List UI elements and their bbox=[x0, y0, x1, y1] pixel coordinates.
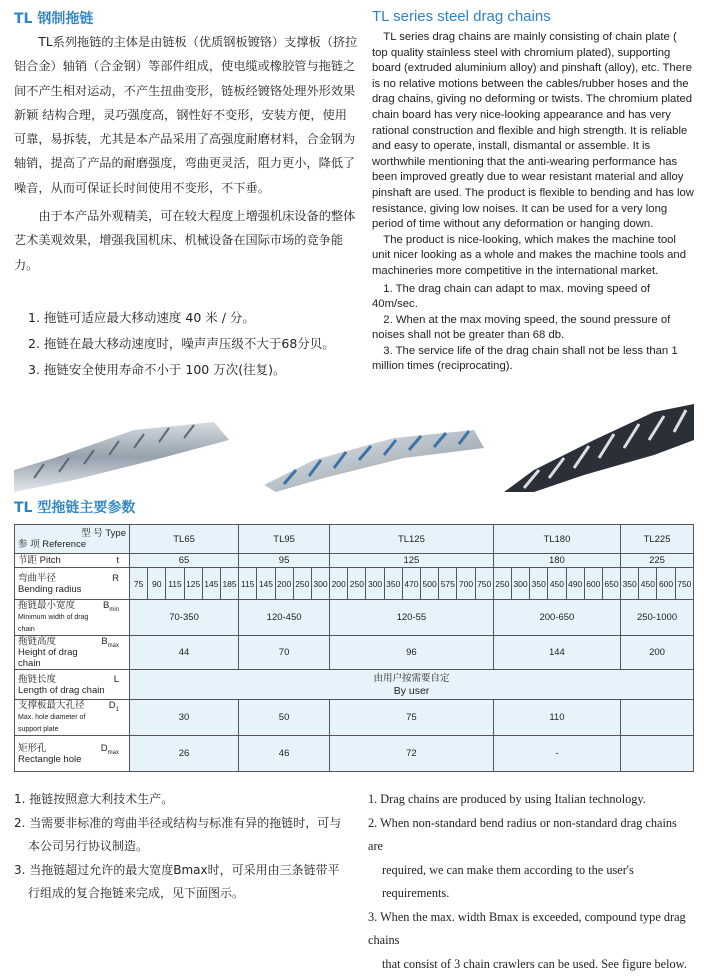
label-subscript: max bbox=[108, 643, 119, 649]
radius-cell: 185 bbox=[220, 568, 238, 600]
note-line: 本公司另行协议制造。 bbox=[14, 835, 359, 859]
table-row bbox=[15, 568, 694, 600]
en-paragraph: The product is nice-looking, which makes the machine tool unit nicer looking as a whole and makes the machine tools and machineries more competitive in the international market. bbox=[372, 233, 694, 280]
cn-paragraph: TL系列拖链的主体是由链板（优质钢板镀铬）支撑板（挤拉铝合金）轴销（合金钢）等部件组成，使电缆或橡胶管与拖链之间不产生相对运动，不产生扭曲变形，链板经镀铬处理外形效果新颖 结构合理，灵巧强度高，钢性好不变形，安装方便，使用可靠，易拆装，尤其是本产品采用了高强度耐磨材料，合金钢为轴销，提高了产品的耐磨强度，弯曲更灵活，阻力更小，降低了噪音，从而可保证长时间使用不变形，不下垂。 bbox=[14, 30, 359, 200]
label-symbol: B bbox=[103, 600, 109, 611]
cn-feature-item: 3. 拖链安全使用寿命不小于 100 万次(往复)。 bbox=[28, 357, 368, 383]
table-cell: 70-350 bbox=[130, 600, 239, 636]
row-label bbox=[15, 636, 130, 670]
cn-feature-list bbox=[28, 305, 368, 383]
length-value-en: By user bbox=[130, 685, 693, 697]
label-subscript: min bbox=[109, 607, 119, 613]
en-feature-item: 2. When at the max moving speed, the sound pressure of noises shall not be greater than 68 db. bbox=[372, 313, 694, 344]
label-cn: 支撑板最大孔径 bbox=[18, 700, 85, 711]
table-row bbox=[15, 736, 694, 772]
table-cell: 250-1000 bbox=[621, 600, 694, 636]
radius-cell: 115 bbox=[239, 568, 257, 600]
note-line: 1. Drag chains are produced by using Italian technology. bbox=[368, 788, 694, 812]
heading-cn: TL 钢制拖链 bbox=[14, 8, 93, 28]
radius-cell: 600 bbox=[584, 568, 602, 600]
radius-cell: 500 bbox=[421, 568, 439, 600]
table-cell bbox=[130, 670, 694, 700]
note-line: 行组成的复合拖链来完成，见下面图示。 bbox=[14, 882, 359, 906]
label-en: Pitch bbox=[40, 555, 61, 566]
table-cell: 30 bbox=[130, 700, 239, 736]
label-en: Rectangle hole bbox=[18, 754, 81, 765]
label-en: Minimum width of drag chain bbox=[18, 614, 88, 633]
note-line: 3. When the max. width Bmax is exceeded, compound type drag chains bbox=[368, 906, 694, 953]
row-label bbox=[15, 568, 130, 600]
radius-cell: 300 bbox=[366, 568, 384, 600]
label-symbol: D bbox=[109, 700, 116, 711]
radius-cell: 200 bbox=[275, 568, 293, 600]
radius-cell: 250 bbox=[348, 568, 366, 600]
radius-cell: 300 bbox=[511, 568, 529, 600]
table-cell: 96 bbox=[330, 636, 494, 670]
label-en: Length of drag chain bbox=[18, 685, 105, 696]
radius-cell: 75 bbox=[130, 568, 148, 600]
table-row bbox=[15, 554, 694, 568]
label-symbol: L bbox=[114, 674, 129, 685]
radius-cell: 125 bbox=[184, 568, 202, 600]
radius-cell: 300 bbox=[311, 568, 329, 600]
row-label bbox=[15, 600, 130, 636]
table-cell: 144 bbox=[493, 636, 620, 670]
label-en: Height of drag chain bbox=[18, 647, 78, 669]
en-feature-list bbox=[372, 282, 694, 376]
table-cell: 125 bbox=[330, 554, 494, 568]
table-row bbox=[15, 525, 694, 554]
table-cell bbox=[621, 700, 694, 736]
note-line: 1. 拖链按照意大利技术生产。 bbox=[14, 788, 359, 812]
row-label bbox=[15, 554, 130, 568]
note-line: required, we can make them according to the user's requirements. bbox=[368, 859, 694, 906]
note-line: 2. When non-standard bend radius or non-standard drag chains are bbox=[368, 812, 694, 859]
heading-en: TL series steel drag chains bbox=[372, 8, 551, 25]
radius-cell: 450 bbox=[548, 568, 566, 600]
notes-en bbox=[368, 788, 694, 976]
label-symbol: t bbox=[116, 555, 129, 566]
row-label bbox=[15, 700, 130, 736]
radius-cell: 600 bbox=[657, 568, 675, 600]
length-value-cn: 由用户按需要自定 bbox=[130, 673, 693, 685]
en-paragraph: TL series drag chains are mainly consisting of chain plate ( top quality stainless steel with chromium plated), supporting board (extruded aluminium alloy) and pinshaft (alloy), etc. There is no relative motions between the cables/rubber hoses and the drag chains, giving no deforming or twists. The chromium plated chain board has very nice-looking appearance and has very rational construction and flexible and high strength. It is reliable and easy to operate, install, dismantal or assemble. It is worthwhile mentioning that the anti-wearing performance has been improved greatly due to wear resistant material and alloy pinshaft are used. The product is flexible to bending and has low resistance, giving low noises. It can be used for a very long period of time without any deformation or hanging down. bbox=[372, 30, 694, 233]
label-cn: 拖链长度 bbox=[18, 674, 56, 685]
table-cell: 72 bbox=[330, 736, 494, 772]
table-cell: 75 bbox=[330, 700, 494, 736]
radius-cell: 490 bbox=[566, 568, 584, 600]
drag-chain-photo bbox=[14, 400, 694, 492]
cn-feature-item: 2. 拖链在最大移动速度时，噪声声压级不大于68分贝。 bbox=[28, 331, 368, 357]
en-feature-item: 3. The service life of the drag chain shall not be less than 1 million times (reciprocating). bbox=[372, 344, 694, 375]
table-cell: 110 bbox=[493, 700, 620, 736]
label-cn: 拖链最小宽度 bbox=[18, 600, 75, 611]
table-cell: 70 bbox=[239, 636, 330, 670]
table-cell: 46 bbox=[239, 736, 330, 772]
table-cell: 200-650 bbox=[493, 600, 620, 636]
radius-cell: 115 bbox=[166, 568, 184, 600]
row-label bbox=[15, 736, 130, 772]
table-row bbox=[15, 636, 694, 670]
model-cell: TL125 bbox=[330, 525, 494, 554]
cn-feature-item: 1. 拖链可适应最大移动速度 40 米 / 分。 bbox=[28, 305, 368, 331]
note-line: 3. 当拖链超过允许的最大宽度Bmax时，可采用由三条链带平 bbox=[14, 859, 359, 883]
radius-cell: 350 bbox=[621, 568, 639, 600]
notes-cn bbox=[14, 788, 359, 906]
table-cell: 26 bbox=[130, 736, 239, 772]
model-cell: TL95 bbox=[239, 525, 330, 554]
label-subscript: max bbox=[108, 749, 119, 755]
table-cell: 180 bbox=[493, 554, 620, 568]
note-line: 2. 当需要非标准的弯曲半径或结构与标准有异的拖链时，可与 bbox=[14, 812, 359, 836]
corner-reference-label: 参 项 Reference bbox=[18, 539, 129, 550]
table-cell: - bbox=[493, 736, 620, 772]
label-cn: 矩形孔 bbox=[18, 743, 47, 754]
table-cell: 200 bbox=[621, 636, 694, 670]
radius-cell: 575 bbox=[439, 568, 457, 600]
radius-cell: 350 bbox=[530, 568, 548, 600]
en-feature-item: 1. The drag chain can adapt to max. moving speed of 40m/sec. bbox=[372, 282, 694, 313]
radius-cell: 350 bbox=[384, 568, 402, 600]
radius-cell: 145 bbox=[257, 568, 275, 600]
radius-cell: 750 bbox=[675, 568, 693, 600]
radius-cell: 450 bbox=[639, 568, 657, 600]
radius-cell: 200 bbox=[330, 568, 348, 600]
table-row bbox=[15, 600, 694, 636]
model-cell: TL180 bbox=[493, 525, 620, 554]
table-cell: 95 bbox=[239, 554, 330, 568]
radius-cell: 250 bbox=[493, 568, 511, 600]
radius-cell: 90 bbox=[148, 568, 166, 600]
model-cell: TL65 bbox=[130, 525, 239, 554]
table-cell: 50 bbox=[239, 700, 330, 736]
label-subscript: 1 bbox=[116, 707, 119, 713]
header-corner bbox=[15, 525, 130, 554]
table-cell: 65 bbox=[130, 554, 239, 568]
cn-paragraph: 由于本产品外观精美，可在较大程度上增强机床设备的整体艺术美观效果，增强我国机床、机械设备在国际市场的竞争能力。 bbox=[14, 204, 359, 277]
radius-cell: 650 bbox=[602, 568, 620, 600]
note-line: that consist of 3 chain crawlers can be used. See figure below. bbox=[368, 953, 694, 976]
spec-table bbox=[14, 524, 694, 772]
row-label bbox=[15, 670, 130, 700]
radius-cell: 145 bbox=[202, 568, 220, 600]
corner-type-label: 型 号 Type bbox=[18, 528, 129, 539]
cn-description bbox=[14, 30, 359, 277]
table-row bbox=[15, 670, 694, 700]
table-cell bbox=[621, 736, 694, 772]
radius-cell: 470 bbox=[402, 568, 420, 600]
table-cell: 44 bbox=[130, 636, 239, 670]
en-description bbox=[372, 30, 694, 375]
radius-cell: 750 bbox=[475, 568, 493, 600]
radius-cell: 700 bbox=[457, 568, 475, 600]
radius-cell: 250 bbox=[293, 568, 311, 600]
label-symbol: R bbox=[112, 573, 129, 584]
table-row bbox=[15, 700, 694, 736]
label-symbol: B bbox=[101, 636, 107, 647]
model-cell: TL225 bbox=[621, 525, 694, 554]
table-cell: 120-450 bbox=[239, 600, 330, 636]
label-symbol: D bbox=[101, 743, 108, 754]
label-cn: 弯曲半径 bbox=[18, 573, 56, 584]
label-cn: 拖链高度 bbox=[18, 636, 56, 647]
label-cn: 节距 bbox=[18, 555, 37, 566]
table-cell: 120-55 bbox=[330, 600, 494, 636]
table-cell: 225 bbox=[621, 554, 694, 568]
label-en: Max. hole diameter of support plate bbox=[18, 714, 85, 733]
table-heading: TL 型拖链主要参数 bbox=[14, 497, 135, 517]
label-en: Bending radius bbox=[18, 584, 81, 595]
